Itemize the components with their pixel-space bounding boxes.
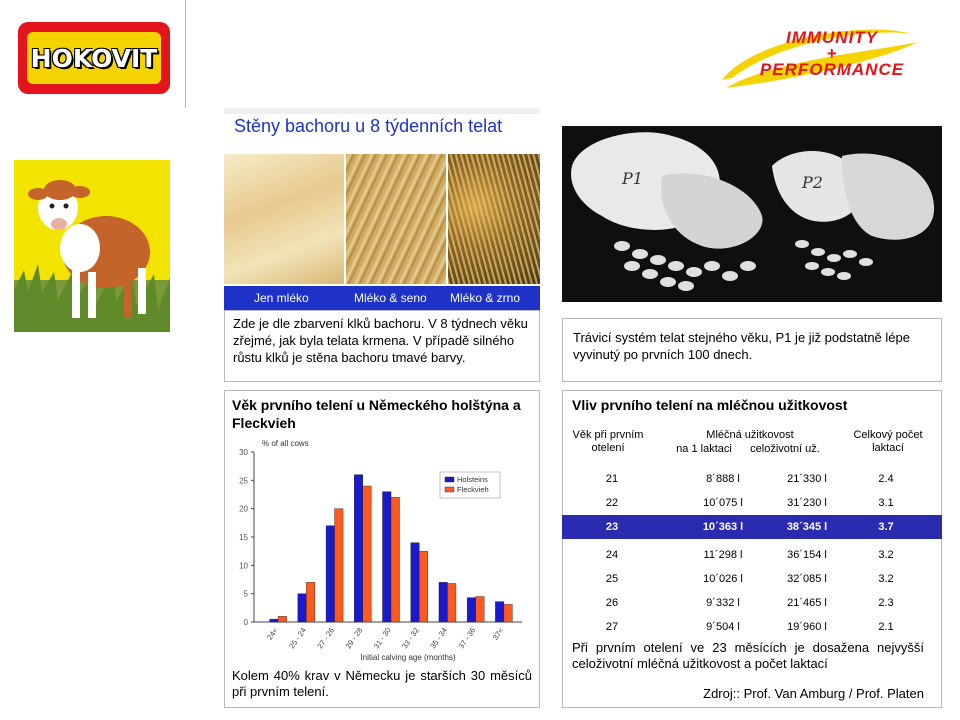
- calving-age-chart: [224, 430, 540, 666]
- x-tick-label: 37 - 36: [456, 625, 478, 651]
- immunity-word: IMMUNITY: [785, 28, 879, 47]
- cell-age: 21: [605, 473, 619, 485]
- cell-first-lactation: 10´026 l: [703, 573, 743, 585]
- label-milk-grain: Mléko & zrno: [450, 291, 521, 305]
- header-first-lactation: na 1 laktaci: [676, 443, 732, 455]
- bar-fleckvieh: [419, 551, 428, 622]
- table-row: [562, 591, 942, 615]
- cell-first-lactation: 9´504 l: [706, 621, 740, 633]
- bar-holsteins: [495, 602, 504, 622]
- cell-first-lactation: 9´332 l: [706, 597, 740, 609]
- label-milk-hay: Mléko & seno: [354, 291, 427, 305]
- papillae-texture: [448, 154, 540, 284]
- y-tick-label: 5: [243, 589, 248, 599]
- table-title: Vliv prvního telení na mléčnou užitkovost: [572, 397, 848, 413]
- table-row: [562, 491, 942, 515]
- digestive-image: [562, 126, 942, 302]
- cell-age: 22: [605, 497, 619, 509]
- rumen-photo-hay: [346, 154, 446, 284]
- x-tick-label: 25 - 24: [287, 625, 308, 651]
- cell-lifetime: 21´465 l: [787, 597, 827, 609]
- bar-holsteins: [298, 594, 307, 622]
- bar-holsteins: [326, 526, 335, 622]
- bar-fleckvieh: [278, 616, 287, 622]
- chart-title: Věk prvního telení u Německého holštýna a Fleckvieh: [232, 397, 521, 431]
- bar-fleckvieh: [476, 597, 485, 623]
- legend-label: Holsteins: [457, 475, 488, 484]
- bar-holsteins: [270, 619, 279, 622]
- cell-age: 25: [605, 573, 619, 585]
- x-tick-label: 37<: [490, 625, 506, 642]
- digestive-system-photo: [562, 126, 942, 302]
- cell-age: 23: [605, 521, 619, 533]
- table-row: [562, 615, 942, 639]
- bar-fleckvieh: [335, 509, 344, 622]
- bar-fleckvieh: [391, 497, 400, 622]
- header-age: Věk při prvním otelení: [572, 429, 644, 454]
- bar-fleckvieh: [363, 486, 372, 622]
- bar-fleckvieh: [504, 604, 513, 622]
- cell-lactation-count: 2.4: [878, 473, 894, 485]
- cell-lifetime: 31´230 l: [787, 497, 827, 509]
- cell-lactation-count: 2.3: [878, 597, 894, 609]
- p1-label: P1: [622, 169, 643, 188]
- bar-fleckvieh: [447, 583, 456, 622]
- cell-lifetime: 36´154 l: [787, 549, 827, 561]
- bar-holsteins: [411, 543, 420, 622]
- cell-lactation-count: 3.7: [878, 521, 894, 533]
- header-lactation-count: Celkový počet laktací: [853, 429, 923, 454]
- calf-photo: [14, 160, 170, 332]
- p2-label: P2: [802, 173, 823, 192]
- y-tick-label: 30: [239, 448, 248, 457]
- table-row: [562, 543, 942, 567]
- cell-lifetime: 38´345 l: [786, 521, 828, 533]
- x-tick-label: 29 - 28: [343, 625, 365, 651]
- table-row: [562, 467, 942, 491]
- title-strip: [224, 108, 540, 114]
- cell-lactation-count: 3.2: [878, 549, 894, 561]
- plus-sign: +: [826, 44, 838, 63]
- cell-first-lactation: 8´888 l: [706, 473, 740, 485]
- legend-swatch: [445, 487, 454, 492]
- bar-fleckvieh: [306, 582, 315, 622]
- cell-first-lactation: 10´075 l: [703, 497, 743, 509]
- table-conclusion: Při prvním otelení ve 23 měsících je dosažena nejvyšší celoživotní mléčná užitkovost a počet laktací: [572, 640, 924, 671]
- cell-first-lactation: 11´298 l: [703, 549, 743, 561]
- rumen-note: Zde je dle zbarvení klků bachoru. V 8 týdnech věku zřejmé, jak byla telata krmena. V případě silného růstu klků je stěna bachoru tmavé barvy.: [224, 310, 540, 382]
- rumen-photo-milk: [224, 154, 344, 284]
- legend-label: Fleckvieh: [457, 485, 489, 494]
- x-tick-label: 31 - 30: [371, 625, 393, 651]
- table-row: [562, 567, 942, 591]
- table-source: Zdroj:: Prof. Van Amburg / Prof. Platen: [703, 686, 924, 701]
- hokovit-logo-text: HOKOVIT: [30, 43, 158, 73]
- cell-age: 27: [605, 621, 619, 633]
- cell-age: 26: [605, 597, 619, 609]
- cell-lifetime: 21´330 l: [787, 473, 827, 485]
- x-tick-label: 33 - 32: [400, 625, 421, 651]
- cell-lifetime: 32´085 l: [787, 573, 827, 585]
- bar-holsteins: [354, 475, 363, 622]
- x-tick-label: 24<: [265, 625, 280, 642]
- bar-holsteins: [383, 492, 392, 622]
- cell-age: 24: [605, 549, 619, 561]
- y-axis-label: % of all cows: [262, 439, 309, 448]
- header-divider: [185, 0, 186, 108]
- calf-image: [14, 160, 170, 332]
- table-row: [562, 515, 942, 539]
- cell-lactation-count: 3.2: [878, 573, 894, 585]
- performance-word: PERFORMANCE: [759, 60, 905, 79]
- y-tick-label: 20: [239, 504, 248, 514]
- chart-caption: Kolem 40% krav v Německu je starších 30 měsíců při prvním telení.: [232, 668, 532, 699]
- slide-title: Stěny bachoru u 8 týdenních telat: [234, 116, 503, 136]
- bar-holsteins: [467, 598, 476, 622]
- immunity-logo-text: [732, 30, 932, 78]
- x-tick-label: 35 - 34: [428, 625, 450, 651]
- y-tick-label: 15: [239, 533, 248, 542]
- cell-lactation-count: 3.1: [878, 497, 894, 509]
- cell-lifetime: 19´960 l: [787, 621, 827, 633]
- cell-first-lactation: 10´363 l: [702, 521, 744, 533]
- legend-swatch: [445, 477, 454, 482]
- bar-holsteins: [439, 582, 448, 622]
- rumen-photo-grain: [448, 154, 540, 284]
- hokovit-logo-inner: [27, 32, 161, 84]
- header-lifetime: celoživotní už.: [750, 443, 820, 455]
- x-tick-label: 27 - 26: [315, 625, 337, 651]
- y-tick-label: 25: [239, 476, 248, 486]
- label-milk: Jen mléko: [254, 291, 309, 305]
- photo-labels: [224, 286, 540, 310]
- y-tick-label: 10: [239, 561, 248, 571]
- x-axis-label: Initial calving age (months): [360, 653, 456, 662]
- cell-lactation-count: 2.1: [878, 621, 894, 633]
- y-tick-label: 0: [243, 618, 248, 627]
- digestive-note: Trávicí systém telat stejného věku, P1 je již podstatně lépe vyvinutý po prvních 100 dnech.: [562, 318, 942, 382]
- header-milk: Mléčná užitkovost: [706, 429, 794, 441]
